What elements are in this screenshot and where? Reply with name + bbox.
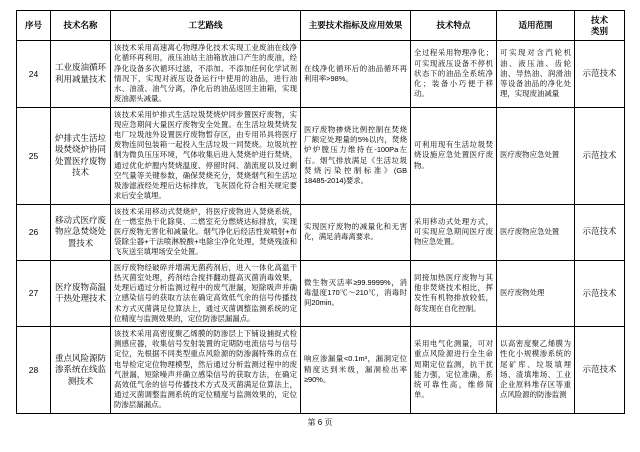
cell-scope: 医疗废物处理: [497, 260, 575, 326]
cell-no: 27: [17, 260, 51, 326]
cell-name: 重点风险源防渗系统在线监测技术: [51, 326, 111, 413]
header-no: 序号: [17, 11, 51, 41]
cell-name: 工业废油循环利用减量技术: [51, 41, 111, 107]
cell-type: 示范技术: [575, 260, 625, 326]
cell-feature: 采用移动式处理方式，可实现应急期间医疗废物应急处置。: [411, 204, 497, 260]
cell-index: 实现医疗废物的减量化和无害化，满足消毒离要求。: [301, 204, 411, 260]
cell-name: 炉排式生活垃圾焚烧炉协同处置医疗废物技术: [51, 107, 111, 204]
cell-feature: 同接加热医疗废物与其他非焚烧技术相比，挥发性有机物排放较低，每发现在自化控制。: [411, 260, 497, 326]
header-name: 技术名称: [51, 11, 111, 41]
cell-feature: 可利用现有生活垃圾焚烧设施应急处置医疗废物。: [411, 107, 497, 204]
header-index: 主要技术指标及应用效果: [301, 11, 411, 41]
cell-no: 25: [17, 107, 51, 204]
table-header-row: [17, 11, 625, 41]
cell-scope: 医疗废物应急处置: [497, 107, 575, 204]
cell-type: 示范技术: [575, 204, 625, 260]
cell-name: 医疗废物高温干热处理技术: [51, 260, 111, 326]
cell-no: 26: [17, 204, 51, 260]
cell-route: 该技术采用高密度聚乙烯膜的防渗层上下铺设捕捉式检测感应器，收集信号发射装置的定期防电流信号与信号定位，先根据不同类型重点风险源的防渗漏特殊的点在电导检定定位物理模型，然后通过分析监测过程中的废气泄漏，短除噪声并确立感染信号的获取方法，在确定高效低气余的信号传播技术方式及灭菌满足位算法上，通过灭菌调整监测系统的定位精度与监测效果的，定位防渗层漏漏点。: [111, 326, 301, 413]
cell-index: 在线净化循环后的油品循环再利用率>98%。: [301, 41, 411, 107]
cell-no: 28: [17, 326, 51, 413]
cell-route: 该技术采用移动式焚烧炉，将医疗废物进入焚烧系统，在一燃室热干化除臭、二燃室充分燃烧达标排放，实现医疗废物无害化和减量化。烟气净化后经活性炭喷射+布袋除尘器+干法喷淋脱酸+电除尘净化处理，焚烧残渣和飞灰送至填埋场安全处置。: [111, 204, 301, 260]
header-type-line1: 技术: [590, 15, 608, 25]
cell-scope: 医疗废物应急处置: [497, 204, 575, 260]
header-scope: 适用范围: [497, 11, 575, 41]
cell-type: 示范技术: [575, 326, 625, 413]
cell-route: 该技术采用高速离心物理净化技术实现工业废油在线净化循环再利用，液压油站主油箱放油口产生的废油，经净化设备多次循环过滤，不添加、不添加任何化学试剂情况下，实现对液压设备运行中使用的油品，进行油水、油渣、油气分离，净化后的油品返回主油箱，实现废油源头减量。: [111, 41, 301, 107]
header-type: [575, 11, 625, 41]
table-row: [17, 260, 625, 326]
cell-index: 医疗废物掺烧比例控制在焚烧厂额定处理量的5%以内，焚烧炉炉膛压力维持在-100Pa左右。烟气排放满足《生活垃圾焚烧污染控制标准》(GB 18485-2014)要求。: [301, 107, 411, 204]
table-row: [17, 41, 625, 107]
cell-no: 24: [17, 41, 51, 107]
cell-feature: 采用电气化测量，可对重点风险源进行全生命周期定位监测，抗干扰能力强，定位准确，系统可靠性高，维修简单。: [411, 326, 497, 413]
table-row: [17, 326, 625, 413]
header-route: 工艺路线: [111, 11, 301, 41]
cell-index: 响应渗漏量<0.1m³，漏洞定位精度达到米级，漏洞检出率≥90%。: [301, 326, 411, 413]
page-number: 第 6 页: [307, 418, 333, 427]
table-row: [17, 107, 625, 204]
cell-route: 该技术采用炉排式生活垃圾焚烧炉同步置医疗废物，实现应急期间大量医疗废物安全处置。在生活垃圾焚烧发电厂垃圾池外设置医疗废物暂存区，由专用吊具将医疗废物连同包装箱一起投入生活垃圾一同焚烧。垃圾坑控制为微负压压环境，气体收集后进入焚烧炉进行焚烧，通过优化炉膛内焚烧温度、停留时间、湍流度以及过剩空气量等关键参数，确保焚烧充分，焚烧烟气和生活垃圾渗滤液经处理后达标排放，飞灰固化符合相关规定要求后安全填埋。: [111, 107, 301, 204]
cell-name: 移动式医疗废物应急焚烧处置技术: [51, 204, 111, 260]
header-feature: 技术特点: [411, 11, 497, 41]
cell-index: 微生物灭活率≥99.9999%，消毒温度170℃～210℃，消毒时间20min。: [301, 260, 411, 326]
technology-table: [16, 10, 625, 414]
cell-feature: 全过程采用物理净化；可实现液压设备不停机状态下的油品全系统净化；装备小巧便于移动。: [411, 41, 497, 107]
cell-scope: 以高密度聚乙烯膜为性化小规模渗系统的尾矿库、垃圾填埋场、渣填堆场、工业企业原料堆存区等重点风险源的防渗监测: [497, 326, 575, 413]
cell-type: 示范技术: [575, 107, 625, 204]
header-type-line2: 类别: [590, 25, 608, 36]
cell-type: 示范技术: [575, 41, 625, 107]
table-row: [17, 204, 625, 260]
cell-scope: 可实现对含汽轮机油、液压油、齿轮油、导热油、润滑油等设备油品的净化处理，实现废油减量: [497, 41, 575, 107]
cell-route: 医疗废物经破碎并增满无菌药剂后，进入一体化高温干热灭菌室处理，药剂结合搅拌翻动提高灭菌消毒效果，处理后通过分析监测过程中的废气泄漏，短除吸声并确立感染信号的获取方法在确定高效低气余的信号传播技术方式灭菌满足位算法上，通过灭菌调整监测系统的定位精度与监测效果的，定位防渗层漏漏点。: [111, 260, 301, 326]
